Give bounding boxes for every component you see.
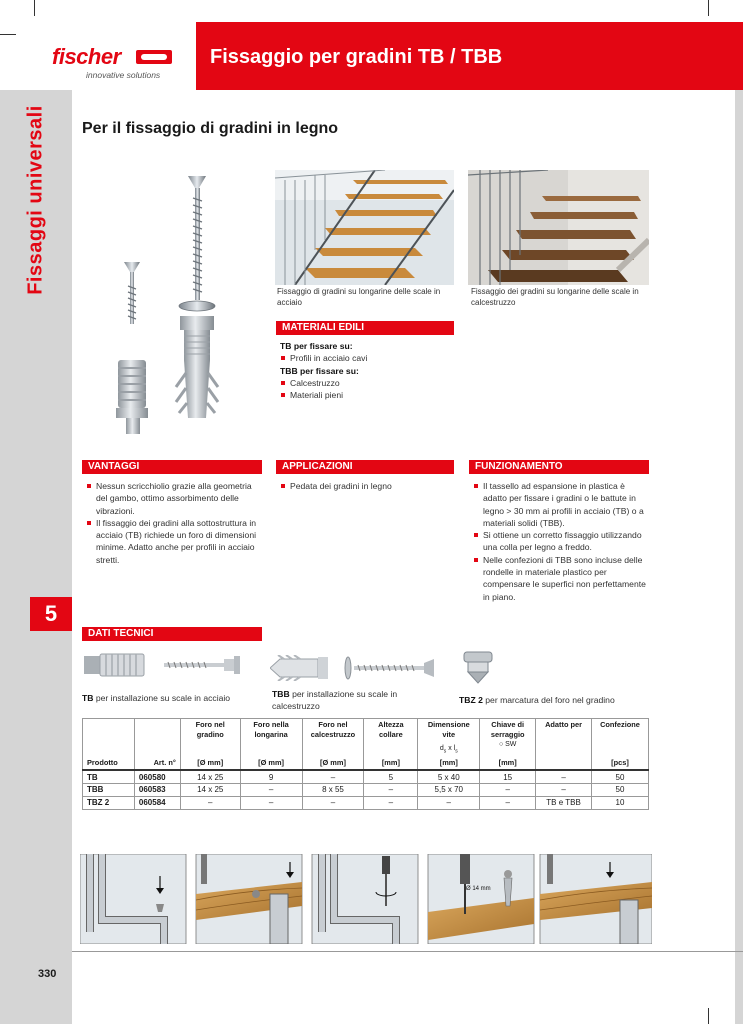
table-unit: [mm] [480,757,536,770]
table-header: Foro nel calcestruzzo [302,719,364,758]
table-header-wrench [480,719,536,758]
product-desc: per marcatura del foro nel gradino [485,695,615,705]
applicazioni-item: Pedata dei gradini in legno [280,480,454,492]
sidebar-label-text: Fissaggi universali [24,105,47,295]
table-unit: [mm] [418,757,480,770]
sw-symbol: ○ SW [498,741,517,748]
tbb-plug [176,316,218,418]
logo-tagline: innovative solutions [86,70,161,80]
table-header [134,719,180,758]
tb-product-image [84,650,254,680]
tbb-label: TBB per fissare su: [280,365,359,376]
funzionamento-item: Il tassello ad espansione in plastica è adatto per fissare i gradini o le battute in legno > 30 mm ai profili in acciaio (TB) o a materiali solidi (TBB). [473,480,647,529]
vantaggi-item: Il fissaggio dei gradini alla sottostruttura in acciaio (TB) richiede un foro di dimensioni minime. Adatto anche per profili in acciaio stretti. [86,517,260,566]
table-cell: – [302,796,364,809]
tbb-product-image [270,655,440,681]
install-step-2 [196,854,302,944]
installation-steps [80,854,652,944]
install-step-4 [428,854,534,944]
crop-mark [0,34,16,35]
product-name: TBB [272,689,290,699]
table-cell: 50 [591,783,648,796]
table-unit: [Ø mm] [240,757,302,770]
long-screw [188,176,206,300]
tbz2-product-image [458,650,498,684]
materiali-tb-item: Profili in acciaio cavi [280,352,455,364]
table-row [83,783,649,796]
table-header: Confezione [591,719,648,758]
applicazioni-heading: APPLICAZIONI [276,460,454,474]
install-step-3 [312,854,418,944]
table-cell: – [480,796,536,809]
table-cell: 5 x 40 [418,770,480,783]
materiali-tbb-item: Materiali pieni [280,389,455,401]
table-row [83,770,649,783]
product-caption-tb [82,692,272,704]
table-unit [536,757,592,770]
table-cell: TB [83,770,135,783]
drill-size-label: Ø 14 mm [466,886,491,892]
crop-mark [708,0,709,16]
table-cell: 060580 [134,770,180,783]
funzionamento-item: Si ottiene un corretto fissaggio utilizzando una colla per legno a freddo. [473,529,647,554]
section-title: Per il fissaggio di gradini in legno [82,120,339,137]
table-unit: [mm] [364,757,418,770]
spec-table [82,718,649,810]
logo-symbol-icon [136,50,172,64]
fischer-logo [30,38,190,82]
crop-mark [708,1008,709,1024]
materiali-heading: MATERIALI EDILI [276,321,454,335]
page-title: Fissaggio per gradini TB / TBB [210,46,503,68]
funzionamento-content [473,480,647,603]
table-header: Altezza collare [364,719,418,758]
table-header-label: Chiave di serraggio [490,720,525,739]
washer [179,301,215,311]
right-margin-bar [735,90,743,1024]
table-cell: 14 x 25 [180,770,240,783]
logo-wordmark: fischer [52,44,121,69]
table-header: Foro nella longarina [240,719,302,758]
crop-mark [34,0,35,16]
table-cell: 10 [591,796,648,809]
symbol-d: d [439,745,444,752]
chapter-tab: 5 [30,597,72,631]
product-desc: per installazione su scale in acciaio [95,693,231,703]
table-cell: 5 [364,770,418,783]
short-screw [124,262,140,324]
table-header-screw [418,719,480,758]
symbol-xl: x l [448,745,456,752]
table-cell: TBB [83,783,135,796]
vantaggi-heading: VANTAGGI [82,460,262,474]
page-number: 330 [38,968,57,980]
photo-steel-stairs [275,170,454,285]
photo-concrete-stairs [468,170,649,285]
product-name: TB [82,693,94,703]
table-cell: – [480,783,536,796]
footer-divider [72,951,743,952]
table-unit: Prodotto [83,757,135,770]
materiali-content [280,340,455,401]
tb-plug [116,360,148,434]
table-cell: – [536,770,592,783]
table-cell: – [536,783,592,796]
vantaggi-item: Nessun scricchiolio grazie alla geometria del gambo, ottimo assorbimento delle vibrazioni. [86,480,260,517]
tb-label: TB per fissare su: [280,341,353,351]
header-banner [196,22,743,90]
sidebar-section-label [0,90,72,350]
table-cell: – [240,796,302,809]
dati-tecnici-heading: DATI TECNICI [82,627,262,641]
photo-caption-concrete: Fissaggio dei gradini su longarine delle scale in calcestruzzo [471,287,639,307]
table-cell: – [180,796,240,809]
materiali-tbb-item: Calcestruzzo [280,377,455,389]
table-cell: 14 x 25 [180,783,240,796]
table-unit: [Ø mm] [180,757,240,770]
table-header: Adatto per [536,719,592,758]
applicazioni-content [280,480,454,492]
table-cell: – [364,796,418,809]
table-cell: 50 [591,770,648,783]
table-unit: [pcs] [591,757,648,770]
table-cell: – [418,796,480,809]
product-desc: per installazione su scale in calcestruzzo [272,689,398,711]
table-row [83,796,649,809]
table-header [83,719,135,758]
install-step-5 [540,854,652,944]
table-cell: 5,5 x 70 [418,783,480,796]
table-cell: 15 [480,770,536,783]
table-header: Foro nel gradino [180,719,240,758]
table-cell: – [302,770,364,783]
table-cell: – [240,783,302,796]
product-caption-tbb [272,688,437,712]
table-unit: Art. n° [134,757,180,770]
photo-caption-steel: Fissaggio di gradini su longarine delle scale in acciaio [277,287,441,307]
install-step-1 [80,854,186,944]
table-cell: TBZ 2 [83,796,135,809]
vantaggi-content [86,480,260,566]
table-cell: TB e TBB [536,796,592,809]
screw-size-symbol: $d_s$ x $l_s$ [439,745,458,755]
table-header-label: Dimensione vite [427,720,470,739]
product-illustration [100,168,250,446]
table-unit: [Ø mm] [302,757,364,770]
product-name: TBZ 2 [459,695,483,705]
table-cell: 8 x 55 [302,783,364,796]
table-cell: 9 [240,770,302,783]
product-caption-tbz2 [459,694,649,706]
table-cell: – [364,783,418,796]
funzionamento-item: Nelle confezioni di TBB sono incluse delle rondelle in materiale plastico per compensare le superfici non perfettamente in piano. [473,554,647,603]
funzionamento-heading: FUNZIONAMENTO [469,460,649,474]
table-cell: 060584 [134,796,180,809]
table-cell: 060583 [134,783,180,796]
